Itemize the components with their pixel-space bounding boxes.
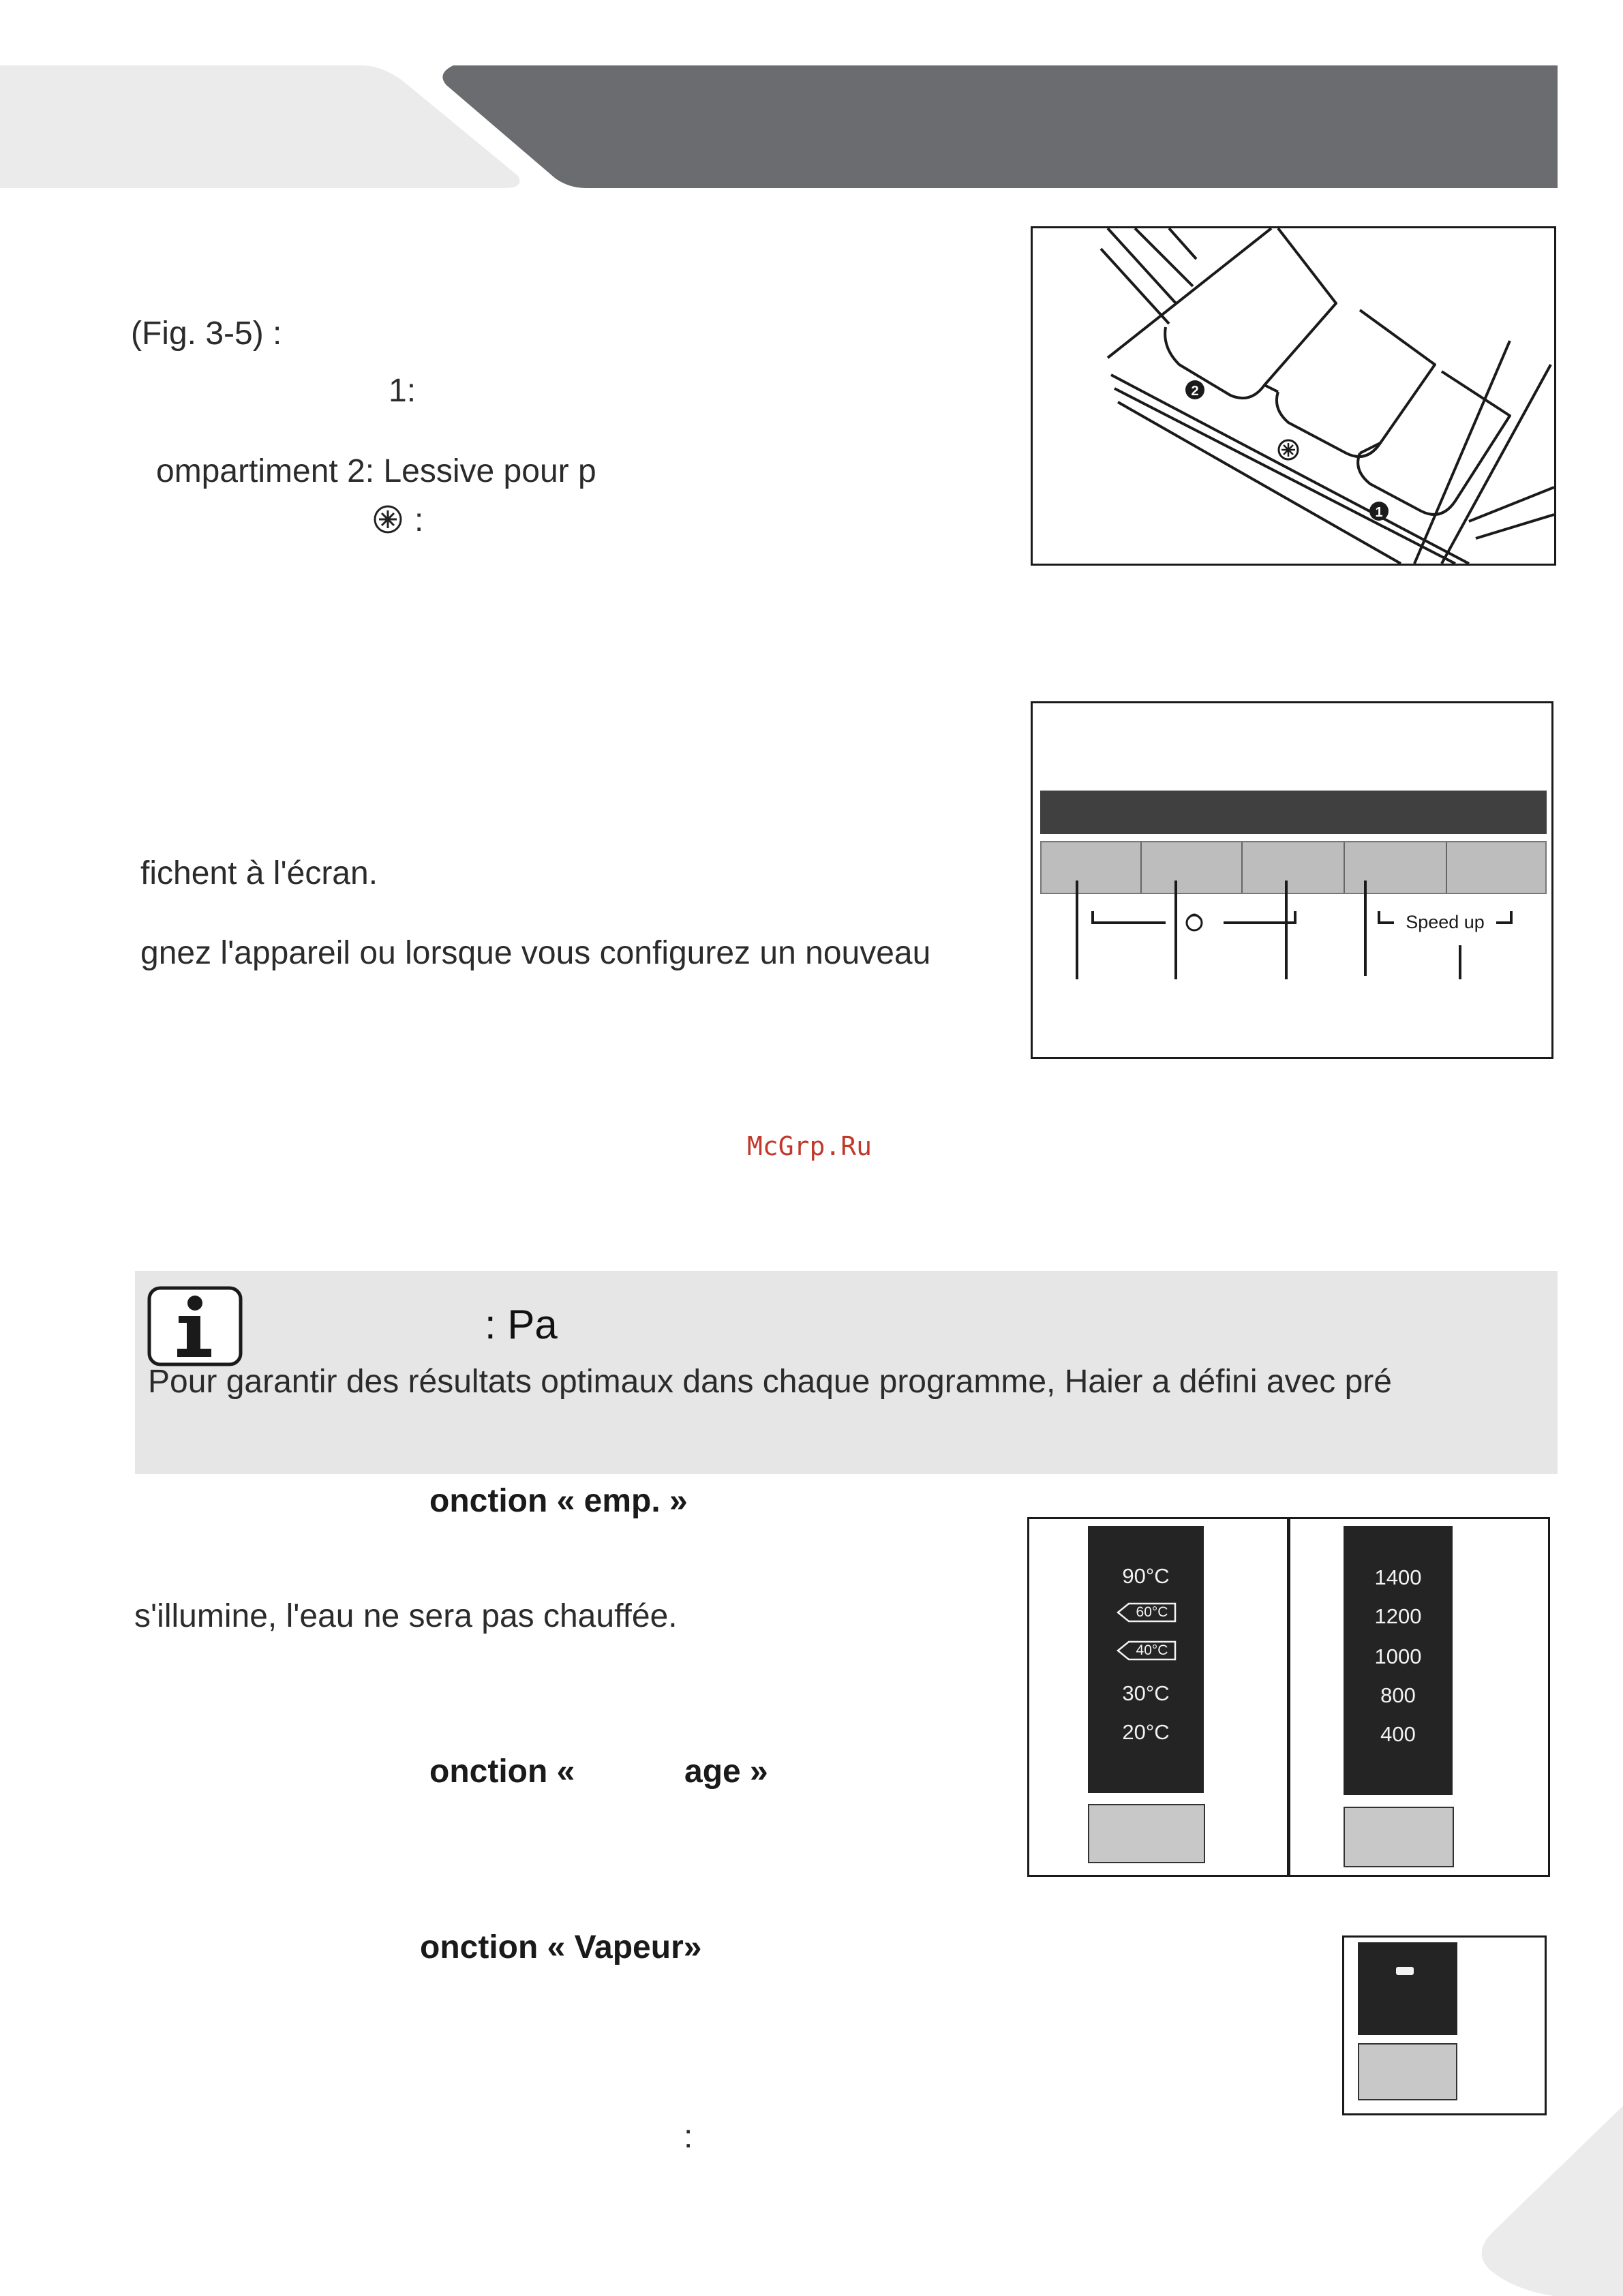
temp-20: 20°C <box>1122 1720 1170 1744</box>
spin-1200: 1200 <box>1374 1604 1422 1628</box>
compartment-1-label: 1: <box>389 373 416 409</box>
header-dark-bar <box>442 65 1558 188</box>
temp-body: s'illumine, l'eau ne sera pas chauffée. <box>134 1598 678 1634</box>
steam-indicator-light <box>1396 1967 1414 1975</box>
panel-callouts <box>1033 703 1551 1057</box>
display-text-line1: fichent à l'écran. <box>140 855 378 891</box>
header-light-tab <box>0 65 520 188</box>
compartment-2-number: 2 <box>1191 384 1199 399</box>
temp-40-label: 40°C <box>1136 1642 1168 1658</box>
figure-divider <box>1287 1519 1290 1875</box>
steam-heading: onction « Vapeur» <box>420 1929 702 1965</box>
spin-heading-right: age » <box>684 1754 768 1790</box>
temp-button[interactable] <box>1088 1804 1205 1863</box>
temp-lcd <box>1088 1526 1204 1793</box>
watermark: McGrp.Ru <box>747 1131 873 1161</box>
info-title: : Pa <box>485 1302 558 1347</box>
temp-spin-figure <box>1027 1517 1550 1877</box>
softener-flower-icon <box>373 504 403 534</box>
spin-800: 800 <box>1380 1683 1416 1707</box>
compartment-2-text: ompartiment 2: Lessive pour p <box>156 453 596 489</box>
temp-60-eco <box>1117 1602 1177 1623</box>
temp-60-label: 60°C <box>1136 1604 1168 1620</box>
steam-lcd <box>1358 1942 1457 2035</box>
info-body: Pour garantir des résultats optimaux dans chaque programme, Haier a défini avec pré <box>148 1364 1392 1400</box>
header-banner <box>0 0 1623 204</box>
panel-figure <box>1031 701 1553 1059</box>
temp-40-eco <box>1117 1640 1177 1661</box>
spin-button[interactable] <box>1344 1807 1454 1867</box>
fig-reference: (Fig. 3-5) : <box>131 316 282 352</box>
temp-90: 90°C <box>1122 1564 1170 1588</box>
steam-button[interactable] <box>1358 2043 1457 2100</box>
compartment-1-number: 1 <box>1375 505 1383 520</box>
temp-heading: onction « emp. » <box>429 1483 688 1519</box>
page-corner-tab <box>1472 2079 1623 2296</box>
display-text-line2: gnez l'appareil ou lorsque vous configurez un nouveau <box>140 935 931 971</box>
spin-lcd <box>1344 1526 1453 1795</box>
spin-1000: 1000 <box>1374 1644 1422 1668</box>
spin-heading-left: onction « <box>429 1754 575 1790</box>
dispenser-figure <box>1031 226 1556 566</box>
speed-up-label: Speed up <box>1406 912 1485 932</box>
info-box <box>135 1271 1558 1474</box>
softener-colon: : <box>414 502 424 538</box>
info-icon <box>147 1286 243 1366</box>
steam-colon: : <box>684 2119 693 2155</box>
child-lock-icon <box>1187 915 1202 930</box>
spin-400: 400 <box>1380 1722 1416 1746</box>
temp-30: 30°C <box>1122 1681 1170 1705</box>
dispenser-drawing <box>1033 228 1554 564</box>
spin-1400: 1400 <box>1374 1565 1422 1589</box>
